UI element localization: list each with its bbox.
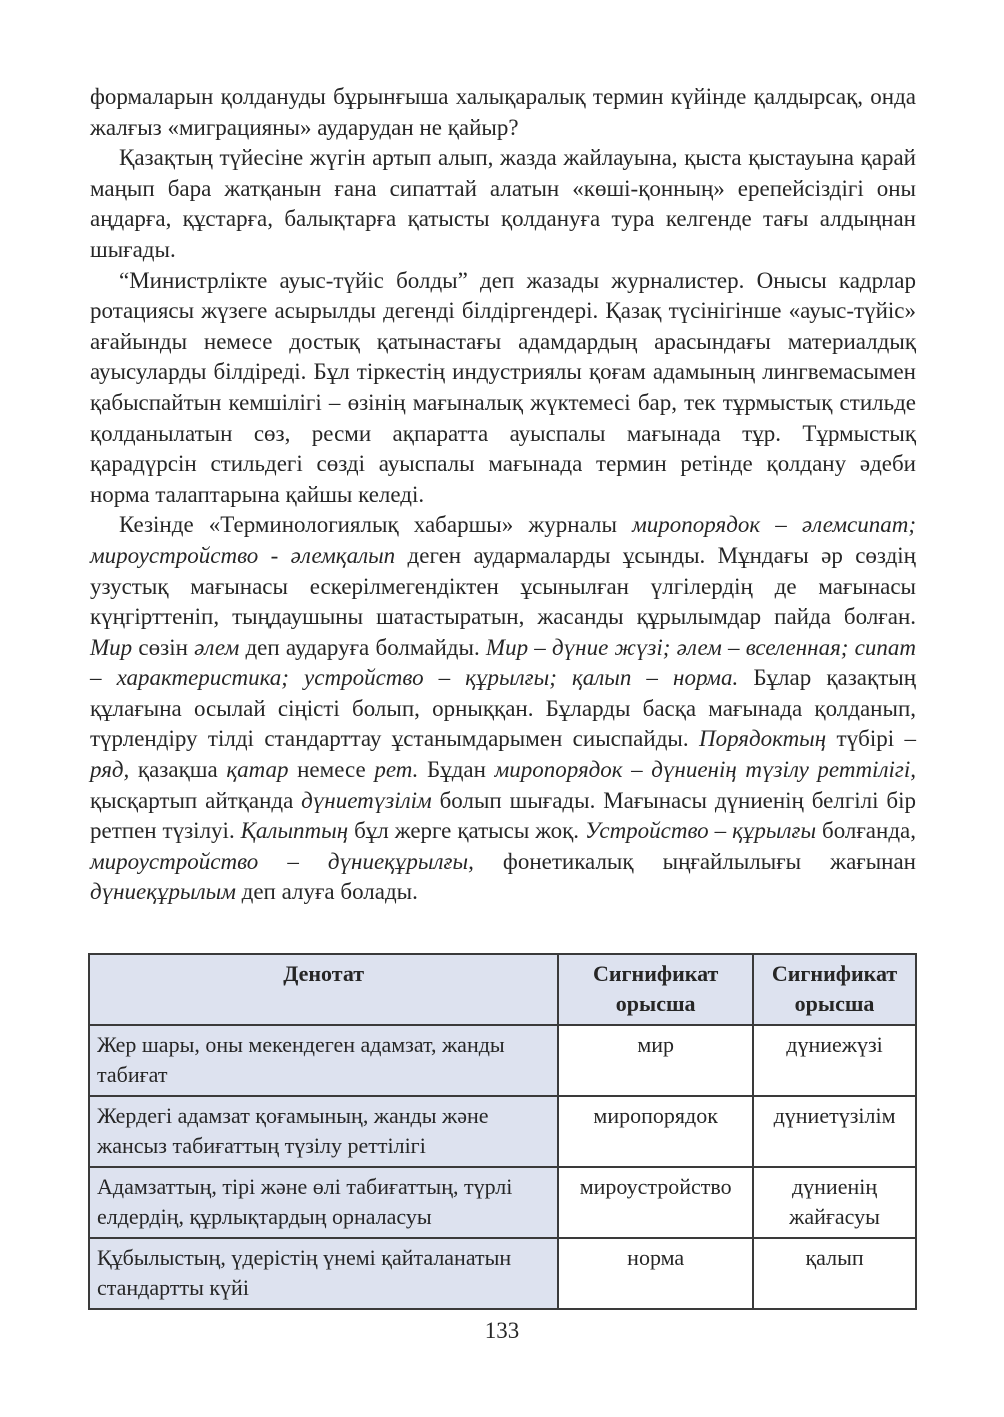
- italic-term: Мир: [90, 634, 133, 660]
- text-run: “Министрлікте ауыс-түйіс болды” деп жазады журналистер. Онысы кадрлар ротациясы жүзеге асырылды дегенді білдіргендері. Қазақ түсінігінше «ауыс-түйіс» ағайынды немесе достық қатынастағы адамдардың арасындағы материалдық ауысуларды білдіреді. Бұл тіркестің индустриялы қоғам адамының лингвемасымен қабыспайтын кемшілігі – өзінің мағыналық жүктемесі бар, тек тұрмыстық стильде қолданылатын сөз, ресми ақпаратта ауыспалы мағынада тұр. Тұрмыстық қарадүрсін стильдегі сөзді ауыспалы мағынада термин ретінде қолдану әдеби норма талаптарына қайшы келеді.: [90, 267, 916, 507]
- denotat-cell: Жердегі адамзат қоғамының, жанды және жансыз табиғаттың түзілу реттілігі: [89, 1096, 558, 1167]
- denotat-cell: Адамзаттың, тірі және өлі табиғаттың, түрлі елдердің, құрлықтардың орналасуы: [89, 1167, 558, 1238]
- text-run: болғанда,: [816, 818, 916, 844]
- text-run: деп аударуға болмайды.: [239, 634, 486, 660]
- page-number: 133: [484, 1318, 520, 1343]
- kazakh-term-cell: дүниенің жайғасуы: [753, 1167, 916, 1238]
- italic-term: Устройство – құрылғы: [584, 818, 817, 844]
- italic-term: миропорядок – әлемсипат; мироустройство - әлемқалып: [90, 512, 917, 568]
- text-run: Бұлар қазақтың құлағына осылай сіңісті болып, орныққан. Бұларды басқа мағынада қолданып, түрлендіру тілді стандарттау ұстанымдарымен сиыспайды.: [90, 665, 916, 752]
- text-run: қазақша: [129, 757, 227, 783]
- russian-term-cell: мир: [558, 1025, 753, 1096]
- header-significat-1: Сигнификат орысша: [558, 954, 753, 1025]
- header-significat-2: Сигнификат орысша: [753, 954, 916, 1025]
- text-run: түбірі –: [826, 726, 916, 752]
- italic-term: рет.: [374, 757, 419, 783]
- russian-term-cell: норма: [558, 1238, 753, 1309]
- paragraph-3: [90, 266, 916, 511]
- italic-term: дүниетүзілім: [301, 787, 432, 813]
- kazakh-term-cell: дүниетүзілім: [753, 1096, 916, 1167]
- text-run: сөзін: [132, 634, 195, 660]
- italic-term: Порядоктың: [698, 726, 827, 752]
- kazakh-term-cell: қалып: [753, 1238, 916, 1309]
- italic-term: Қалыптың: [240, 818, 349, 844]
- paragraph-4: [90, 510, 916, 908]
- russian-term-cell: миропорядок: [558, 1096, 753, 1167]
- table-row: [89, 1096, 916, 1167]
- terms-table: [88, 953, 917, 1310]
- table-row: [89, 1167, 916, 1238]
- table-row: [89, 1238, 916, 1309]
- header-denotat: Денотат: [89, 954, 558, 1025]
- text-run: деген аудармаларды ұсынды. Мұндағы әр сөздің узустық мағынасы ескерілмегендіктен ұсынылған үлгілердің де мағынасы күңгірттеніп, тыңдаушыны шатастыратын, жасанды құрылымдар пайда болған.: [90, 542, 916, 630]
- text-run: Қазақтың түйесіне жүгін артып алып, жазда жайлауына, қыста қыстауына қарай маңып бара жатқанын ғана сипаттай алатын «көші-қонның» ерепейсіздігі оны аңдарға, құстарға, балықтарға қатысты қолдануға тура келгенде тағы алдыңнан шығады.: [90, 145, 916, 262]
- russian-term-cell: мироустройство: [558, 1167, 753, 1238]
- italic-term: миропорядок – дүниенің түзілу реттілігі,: [494, 757, 916, 783]
- table-header-row: [89, 954, 916, 1025]
- italic-term: қатар: [226, 757, 289, 783]
- text-run: қысқартып айтқанда: [90, 787, 302, 813]
- denotat-cell: Жер шары, оны мекендеген адамзат, жанды табиғат: [89, 1025, 558, 1096]
- text-run: фонетикалық ыңғайлылығы жағынан: [473, 848, 916, 874]
- italic-term: Мир – дүние жүзі; әлем – вселенная; сипат – характеристика; устройство – құрылғы; қалып – норма.: [90, 634, 916, 691]
- italic-term: ряд,: [90, 757, 130, 783]
- paragraph-2: [90, 143, 916, 265]
- text-run: бұл жерге қатысы жоқ.: [348, 818, 585, 844]
- kazakh-term-cell: дүниежүзі: [753, 1025, 916, 1096]
- text-run: Кезінде «Терминологиялық хабаршы» журналы: [119, 512, 633, 538]
- paragraph-1: [90, 82, 916, 143]
- italic-term: әлем: [194, 634, 240, 660]
- table-row: [89, 1025, 916, 1096]
- denotat-cell: Құбылыстың, үдерістің үнемі қайталанатын стандартты күйі: [89, 1238, 558, 1309]
- text-run: немесе: [288, 757, 375, 783]
- italic-term: мироустройство – дүниеқұрылғы,: [90, 848, 474, 874]
- text-run: формаларын қолдануды бұрынғыша халықаралық термин күйінде қалдырсақ, онда жалғыз «миграцияны» аударудан не қайыр?: [90, 84, 916, 140]
- text-run: Бұдан: [418, 757, 495, 783]
- text-run: деп алуға болады.: [235, 879, 418, 905]
- body-text: [90, 82, 916, 908]
- text-run: болып шығады. Мағынасы дүниенің белгілі бір ретпен түзілуі.: [90, 787, 916, 844]
- italic-term: дүниеқұрылым: [90, 879, 236, 905]
